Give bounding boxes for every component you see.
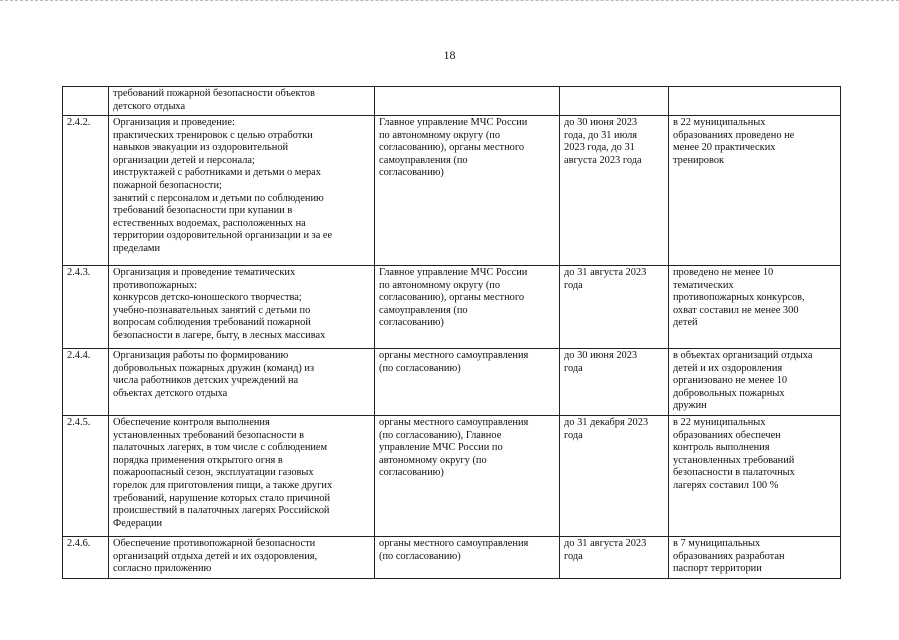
cell-num: 2.4.2. [63, 116, 109, 266]
plan-table [62, 86, 841, 579]
cell-result: в 7 муниципальных образованиях разработан паспорт территории [669, 537, 841, 579]
cell-date: до 30 июня 2023 года, до 31 июля 2023 года, до 31 августа 2023 года [560, 116, 669, 266]
cell-date: до 31 декабря 2023 года [560, 416, 669, 537]
cell-org: Главное управление МЧС России по автономному округу (по согласованию), органы местного самоуправления (по согласованию) [375, 116, 560, 266]
page-number: 18 [443, 48, 456, 62]
cell-date: до 31 августа 2023 года [560, 537, 669, 579]
cell-org: органы местного самоуправления (по согласованию) [375, 349, 560, 416]
table-row [63, 266, 841, 349]
cell-activity: Организация работы по формированию добровольных пожарных дружин (команд) из числа работников детских учреждений на объектах детского отдыха [109, 349, 375, 416]
cell-activity: Обеспечение противопожарной безопасности организаций отдыха детей и их оздоровления, согласно приложению [109, 537, 375, 579]
cell-result: в объектах организаций отдыха детей и их оздоровления организовано не менее 10 добровольных пожарных дружин [669, 349, 841, 416]
cell-result: в 22 муниципальных образованиях обеспечен контроль выполнения установленных требований безопасности в палаточных лагерях составил 100 % [669, 416, 841, 537]
cell-activity: требований пожарной безопасности объектов детского отдыха [109, 87, 375, 116]
cell-num: 2.4.3. [63, 266, 109, 349]
table-row [63, 537, 841, 579]
cell-activity: Организация и проведение тематических противопожарных: конкурсов детско-юношеского творчества; учебно-познавательных занятий с детьми по вопросам соблюдения требований пожарной безопасности в лагере, быту, в лесных массивах [109, 266, 375, 349]
cell-org: органы местного самоуправления (по согласованию), Главное управление МЧС России по автономному округу (по согласованию) [375, 416, 560, 537]
cell-date: до 30 июня 2023 года [560, 349, 669, 416]
scan-top-edge [0, 0, 899, 9]
cell-num: 2.4.5. [63, 416, 109, 537]
table-row-continuation [63, 87, 841, 116]
cell-org: Главное управление МЧС России по автономному округу (по согласованию), органы местного самоуправления (по согласованию) [375, 266, 560, 349]
cell-num: 2.4.6. [63, 537, 109, 579]
cell-activity: Организация и проведение: практических тренировок с целью отработки навыков эвакуации из оздоровительной организации детей и персонала; инструктажей с работниками и детьми о мерах пожарной безопасности; занятий с персоналом и детьми по соблюдению требований безопасности при купании в естественных водоемах, расположенных на территории оздоровительной организации и за ее пределами [109, 116, 375, 266]
cell-result: в 22 муниципальных образованиях проведено не менее 20 практических тренировок [669, 116, 841, 266]
cell-result: проведено не менее 10 тематических противопожарных конкурсов, охват составил не менее 300 детей [669, 266, 841, 349]
cell-org [375, 87, 560, 116]
cell-date: до 31 августа 2023 года [560, 266, 669, 349]
cell-result [669, 87, 841, 116]
cell-org: органы местного самоуправления (по согласованию) [375, 537, 560, 579]
table-row [63, 116, 841, 266]
cell-num: 2.4.4. [63, 349, 109, 416]
cell-num [63, 87, 109, 116]
cell-date [560, 87, 669, 116]
table-row [63, 349, 841, 416]
table-row [63, 416, 841, 537]
cell-activity: Обеспечение контроля выполнения установленных требований безопасности в палаточных лагерях, в том числе с соблюдением порядка применения открытого огня в пожароопасный сезон, эксплуатации газовых горелок для приготовления пищи, а также других требований, нарушение которых стало причиной происшествий в палаточных лагерях Российской Федерации [109, 416, 375, 537]
